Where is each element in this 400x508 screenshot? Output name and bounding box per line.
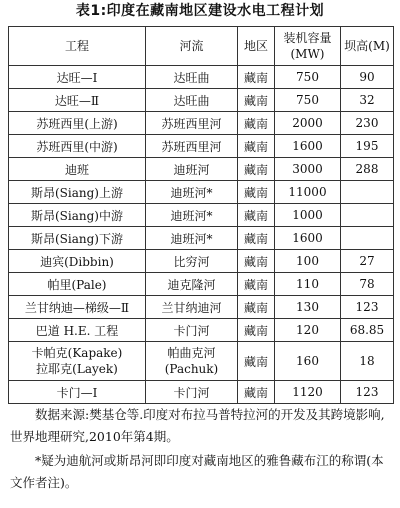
table-row <box>9 112 394 135</box>
cell-dam-height <box>341 227 394 250</box>
cell-dam-height: 32 <box>341 89 394 112</box>
cell-dam-height: 123 <box>341 296 394 319</box>
cell-region: 藏南 <box>238 319 275 342</box>
cell-capacity: 110 <box>275 273 341 296</box>
cell-project: 迪宾(Dibbin) <box>9 250 146 273</box>
cell-project: 苏班西里(上游) <box>9 112 146 135</box>
table-row <box>9 381 394 404</box>
cell-capacity: 120 <box>275 319 341 342</box>
cell-project: 斯昂(Siang)上游 <box>9 181 146 204</box>
col-header-river: 河流 <box>146 27 238 66</box>
cell-project: 迪班 <box>9 158 146 181</box>
cell-project: 斯昂(Siang)中游 <box>9 204 146 227</box>
table-row <box>9 158 394 181</box>
cell-capacity: 1600 <box>275 135 341 158</box>
cell-river: 苏班西里河 <box>146 135 238 158</box>
cell-region: 藏南 <box>238 135 275 158</box>
col-header-dam-height: 坝高(M) <box>341 27 394 66</box>
cell-capacity: 1600 <box>275 227 341 250</box>
table-row <box>9 296 394 319</box>
cell-project: 帕里(Pale) <box>9 273 146 296</box>
cell-river: 迪班河* <box>146 227 238 250</box>
table-row <box>9 319 394 342</box>
table-row <box>9 204 394 227</box>
cell-capacity: 160 <box>275 342 341 381</box>
cell-region: 藏南 <box>238 181 275 204</box>
col-header-project: 工程 <box>9 27 146 66</box>
table-row <box>9 66 394 89</box>
cell-river: 达旺曲 <box>146 66 238 89</box>
cell-capacity: 130 <box>275 296 341 319</box>
cell-dam-height <box>341 181 394 204</box>
cell-river: 达旺曲 <box>146 89 238 112</box>
cell-river: 迪班河* <box>146 181 238 204</box>
col-header-capacity: 装机容量(MW) <box>275 27 341 66</box>
cell-region: 藏南 <box>238 381 275 404</box>
cell-dam-height: 230 <box>341 112 394 135</box>
cell-region: 藏南 <box>238 342 275 381</box>
cell-project: 苏班西里(中游) <box>9 135 146 158</box>
hydro-projects-table <box>8 26 394 404</box>
col-header-region: 地区 <box>238 27 275 66</box>
source-note: 数据来源:樊基仓等.印度对布拉马普特拉河的开发及其跨境影响,世界地理研究,2010年第4期。 <box>10 407 385 444</box>
cell-river: 卡门河 <box>146 319 238 342</box>
cell-dam-height: 288 <box>341 158 394 181</box>
cell-dam-height: 68.85 <box>341 319 394 342</box>
cell-dam-height: 123 <box>341 381 394 404</box>
table-row <box>9 227 394 250</box>
cell-river: 苏班西里河 <box>146 112 238 135</box>
table-row <box>9 135 394 158</box>
cell-capacity: 750 <box>275 66 341 89</box>
cell-dam-height: 195 <box>341 135 394 158</box>
cell-capacity: 3000 <box>275 158 341 181</box>
cell-project: 达旺—Ⅱ <box>9 89 146 112</box>
cell-capacity: 100 <box>275 250 341 273</box>
table-title: 表1:印度在藏南地区建设水电工程计划 <box>75 3 325 19</box>
cell-region: 藏南 <box>238 250 275 273</box>
table-notes <box>10 404 392 494</box>
cell-capacity: 750 <box>275 89 341 112</box>
table-row <box>9 250 394 273</box>
cell-river: 兰甘纳迪河 <box>146 296 238 319</box>
cell-capacity: 1000 <box>275 204 341 227</box>
cell-project: 卡帕克(Kapake) 拉耶克(Layek) <box>9 342 146 381</box>
cell-dam-height <box>341 204 394 227</box>
cell-dam-height: 27 <box>341 250 394 273</box>
cell-river: 迪班河 <box>146 158 238 181</box>
table-row <box>9 342 394 381</box>
cell-region: 藏南 <box>238 227 275 250</box>
table-row <box>9 89 394 112</box>
cell-river: 帕曲克河 (Pachuk) <box>146 342 238 381</box>
table-row <box>9 181 394 204</box>
cell-region: 藏南 <box>238 296 275 319</box>
cell-region: 藏南 <box>238 273 275 296</box>
cell-project: 斯昂(Siang)下游 <box>9 227 146 250</box>
cell-project: 兰甘纳迪—梯级—Ⅱ <box>9 296 146 319</box>
cell-river: 迪克隆河 <box>146 273 238 296</box>
cell-project: 达旺—Ⅰ <box>9 66 146 89</box>
cell-region: 藏南 <box>238 66 275 89</box>
cell-capacity: 11000 <box>275 181 341 204</box>
cell-dam-height: 78 <box>341 273 394 296</box>
cell-river: 卡门河 <box>146 381 238 404</box>
cell-region: 藏南 <box>238 158 275 181</box>
cell-dam-height: 90 <box>341 66 394 89</box>
table-row <box>9 273 394 296</box>
cell-project: 卡门—Ⅰ <box>9 381 146 404</box>
cell-region: 藏南 <box>238 89 275 112</box>
cell-dam-height: 18 <box>341 342 394 381</box>
cell-region: 藏南 <box>238 204 275 227</box>
cell-project: 巴道 H.E. 工程 <box>9 319 146 342</box>
cell-capacity: 2000 <box>275 112 341 135</box>
cell-river: 迪班河* <box>146 204 238 227</box>
cell-region: 藏南 <box>238 112 275 135</box>
footnote: *疑为迪航河或斯昂河即印度对藏南地区的雅鲁藏布江的称谓(本文作者注)。 <box>10 453 384 490</box>
cell-capacity: 1120 <box>275 381 341 404</box>
cell-river: 比穷河 <box>146 250 238 273</box>
table-header-row <box>9 27 394 66</box>
